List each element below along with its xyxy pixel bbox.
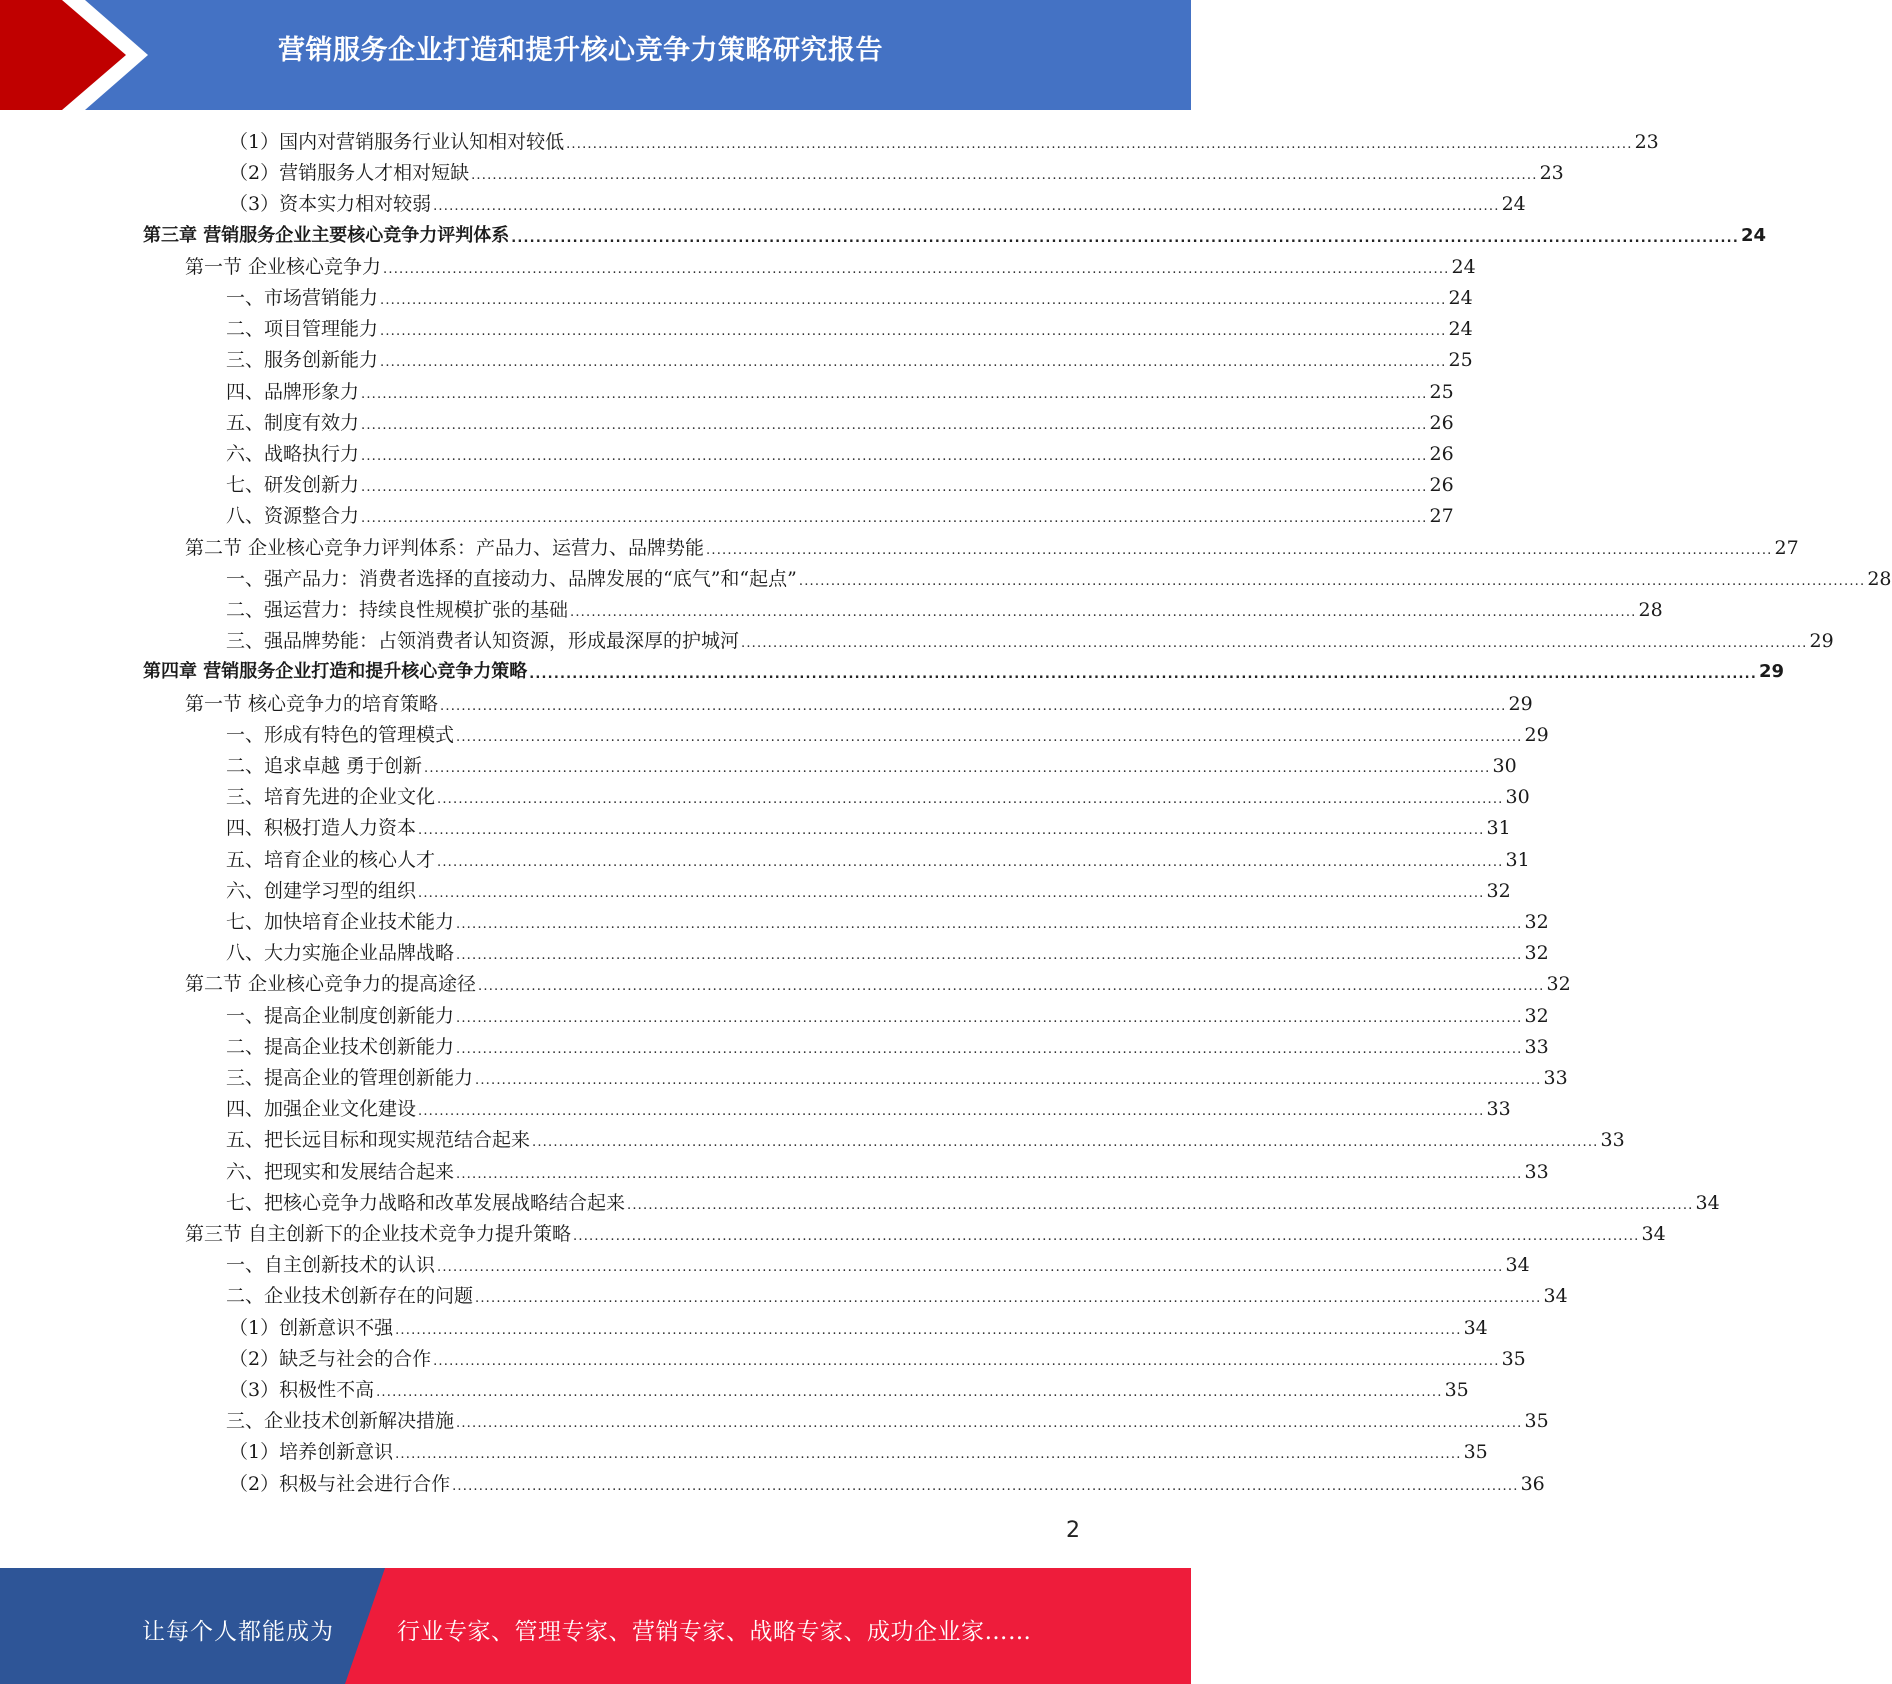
toc-entry-page: 30 (1505, 786, 1530, 809)
toc-entry-title: 四、品牌形象力 (226, 380, 360, 403)
toc-entry-title: 第二节 企业核心竞争力的提高途径 (185, 973, 477, 996)
report-header (0, 0, 1191, 110)
toc-entry-title: 第三节 自主创新下的企业技术竞争力提升策略 (185, 1223, 572, 1245)
toc-entry-page: 24 (1448, 287, 1473, 309)
toc-entry-title: 一、提高企业制度创新能力 (226, 1004, 455, 1027)
footer-slogan-left: 让每个人都能成为 (142, 1619, 334, 1645)
toc-dot-leader: ........................................................................................................................................................................................................ (475, 1291, 1542, 1307)
toc-entry-page: 32 (1524, 1004, 1549, 1027)
toc-entry[interactable] (226, 752, 1517, 780)
toc-dot-leader: ........................................................................................................................................................................................................ (395, 1447, 1462, 1463)
toc-dot-leader: ........................................................................................................................................................................................................ (433, 1353, 1500, 1369)
toc-entry[interactable] (226, 409, 1454, 437)
toc-dot-leader: ........................................................................................................................................................................................................ (456, 1166, 1523, 1182)
toc-entry[interactable] (226, 284, 1473, 312)
toc-entry[interactable] (185, 690, 1533, 718)
toc-entry[interactable] (229, 159, 1564, 187)
toc-entry[interactable] (226, 471, 1454, 499)
toc-entry-title: 四、积极打造人力资本 (226, 817, 417, 840)
toc-entry-title: 一、形成有特色的管理模式 (226, 723, 455, 746)
toc-dot-leader: ........................................................................................................................................................................................................ (433, 199, 1500, 215)
toc-dot-leader: ........................................................................................................................................................................................................ (380, 355, 1447, 371)
toc-entry-page: 24 (1740, 224, 1767, 246)
toc-entry[interactable] (143, 222, 1767, 250)
toc-dot-leader: ........................................................................................................................................................................................................ (361, 449, 1428, 464)
toc-entry[interactable] (226, 440, 1454, 468)
toc-entry[interactable] (226, 1158, 1549, 1186)
toc-dot-leader: ........................................................................................................................................................................................................ (380, 293, 1447, 308)
toc-dot-leader: ........................................................................................................................................................................................................ (380, 324, 1447, 340)
toc-entry-page: 27 (1429, 505, 1454, 528)
toc-entry[interactable] (226, 378, 1454, 406)
toc-entry-page: 25 (1429, 380, 1454, 403)
toc-entry-title: 第三章 营销服务企业主要核心竞争力评判体系 (143, 224, 510, 246)
toc-entry-title: 三、服务创新能力 (226, 349, 379, 372)
toc-dot-leader: ........................................................................................................................................................................................................ (361, 386, 1428, 402)
toc-dot-leader: ........................................................................................................................................................................................................ (418, 823, 1485, 839)
toc-dot-leader: ........................................................................................................................................................................................................ (456, 1416, 1523, 1432)
page-footer (0, 1568, 1191, 1684)
toc-entry[interactable] (226, 1064, 1568, 1092)
toc-entry[interactable] (185, 534, 1799, 562)
toc-dot-leader: ........................................................................................................................................................................................................ (475, 1073, 1542, 1088)
toc-entry[interactable] (226, 1033, 1549, 1061)
toc-entry[interactable] (185, 970, 1571, 998)
toc-entry-page: 26 (1429, 411, 1454, 434)
toc-entry[interactable] (185, 1220, 1666, 1248)
toc-dot-leader: ........................................................................................................................................................................................................ (376, 1385, 1443, 1400)
toc-entry-title: 第二节 企业核心竞争力评判体系：产品力、运营力、品牌势能 (185, 536, 705, 559)
toc-entry-title: （2）营销服务人才相对短缺 (229, 162, 470, 185)
toc-dot-leader: ........................................................................................................................................................................................................ (532, 1135, 1599, 1151)
toc-entry[interactable] (226, 346, 1473, 374)
toc-entry[interactable] (229, 1314, 1488, 1342)
toc-entry-page: 28 (1867, 567, 1892, 590)
toc-entry[interactable] (226, 565, 1892, 593)
toc-entry-title: 三、强品牌势能：占领消费者认知资源，形成最深厚的护城河 (226, 630, 740, 653)
toc-entry-title: （2）积极与社会进行合作 (229, 1472, 451, 1495)
toc-entry-page: 29 (1508, 692, 1533, 715)
toc-entry[interactable] (226, 627, 1834, 655)
toc-entry-page: 26 (1429, 443, 1454, 465)
toc-entry-page: 23 (1634, 131, 1659, 153)
toc-dot-leader: ........................................................................................................................................................................................................ (456, 1010, 1523, 1026)
toc-entry[interactable] (226, 877, 1511, 905)
toc-entry[interactable] (226, 596, 1663, 624)
toc-entry-title: 八、资源整合力 (226, 505, 360, 528)
toc-entry-title: 一、强产品力：消费者选择的直接动力、品牌发展的“底气”和“起点” (226, 567, 797, 590)
toc-entry-page: 36 (1520, 1472, 1545, 1495)
toc-entry-title: 二、强运营力：持续良性规模扩张的基础 (226, 599, 569, 621)
toc-dot-leader: ........................................................................................................................................................................................................ (741, 636, 1808, 652)
toc-entry[interactable] (226, 502, 1454, 530)
toc-entry-page: 29 (1809, 630, 1834, 653)
toc-entry-page: 32 (1486, 879, 1511, 902)
toc-entry-title: 六、把现实和发展结合起来 (226, 1160, 455, 1183)
toc-entry[interactable] (226, 908, 1549, 936)
toc-entry-title: 三、企业技术创新解决措施 (226, 1410, 455, 1433)
toc-entry-page: 28 (1638, 599, 1663, 621)
toc-entry-page: 31 (1486, 817, 1511, 840)
toc-entry-title: 二、追求卓越 勇于创新 (226, 755, 423, 777)
toc-entry[interactable] (143, 658, 1785, 686)
toc-dot-leader: ........................................................................................................................................................................................................ (418, 885, 1485, 901)
toc-entry-page: 34 (1463, 1316, 1488, 1339)
toc-entry-page: 23 (1539, 162, 1564, 185)
toc-dot-leader: ........................................................................................................................................................................................................ (706, 542, 1773, 558)
toc-dot-leader: ........................................................................................................................................................................................................ (627, 1197, 1694, 1213)
toc-entry-title: 三、培育先进的企业文化 (226, 786, 436, 809)
toc-dot-leader: ........................................................................................................................................................................................................ (471, 168, 1538, 184)
toc-entry-title: 二、企业技术创新存在的问题 (226, 1285, 474, 1308)
toc-dot-leader: ........................................................................................................................................................................................................ (361, 480, 1428, 496)
toc-entry-title: 二、提高企业技术创新能力 (226, 1035, 455, 1058)
toc-entry-page: 34 (1543, 1285, 1568, 1308)
toc-entry-title: （1）培养创新意识 (229, 1441, 394, 1464)
toc-entry[interactable] (185, 253, 1476, 281)
toc-dot-leader: ........................................................................................................................................................................................................ (573, 1229, 1640, 1244)
toc-entry-title: 三、提高企业的管理创新能力 (226, 1067, 474, 1089)
toc-entry-title: （1）国内对营销服务行业认知相对较低 (229, 131, 565, 153)
toc-entry-title: 二、项目管理能力 (226, 318, 379, 341)
toc-dot-leader: ........................................................................................................................................................................................................ (478, 979, 1545, 995)
footer-slogan-right: 行业专家、管理专家、营销专家、战略专家、成功企业家…… (397, 1619, 1032, 1645)
toc-entry-page: 35 (1463, 1441, 1488, 1464)
toc-entry-page: 35 (1444, 1379, 1469, 1401)
toc-entry-page: 24 (1501, 193, 1526, 216)
toc-entry-title: 第一节 企业核心竞争力 (185, 255, 382, 278)
toc-entry-page: 33 (1486, 1098, 1511, 1121)
toc-entry-title: 七、研发创新力 (226, 474, 360, 497)
toc-dot-leader: ........................................................................................................................................................................................................ (437, 1260, 1504, 1276)
toc-dot-leader: ........................................................................................................................................................................................................ (511, 230, 1739, 246)
toc-entry-title: 五、制度有效力 (226, 411, 360, 434)
page-number: 2 (1066, 1518, 1080, 1543)
toc-entry-page: 27 (1774, 536, 1799, 559)
toc-entry-page: 33 (1600, 1129, 1625, 1152)
toc-entry[interactable] (226, 783, 1530, 811)
toc-entry-page: 24 (1448, 318, 1473, 341)
toc-entry[interactable] (226, 939, 1549, 967)
toc-entry-page: 34 (1641, 1223, 1666, 1245)
toc-entry-title: （3）资本实力相对较弱 (229, 193, 432, 216)
toc-entry-page: 33 (1524, 1035, 1549, 1058)
toc-entry-page: 33 (1524, 1160, 1549, 1183)
toc-entry-title: 八、大力实施企业品牌战略 (226, 942, 455, 965)
toc-entry[interactable] (226, 1282, 1568, 1310)
toc-entry-title: 六、创建学习型的组织 (226, 879, 417, 902)
toc-entry[interactable] (226, 1002, 1549, 1030)
toc-entry[interactable] (229, 128, 1659, 156)
toc-entry[interactable] (226, 846, 1530, 874)
toc-entry-title: 七、把核心竞争力战略和改革发展战略结合起来 (226, 1191, 626, 1214)
toc-dot-leader: ........................................................................................................................................................................................................ (395, 1322, 1462, 1338)
toc-entry-title: （3）积极性不高 (229, 1379, 375, 1401)
toc-dot-leader: ........................................................................................................................................................................................................ (361, 511, 1428, 527)
toc-entry-page: 34 (1695, 1191, 1720, 1214)
toc-entry-page: 26 (1429, 474, 1454, 497)
toc-dot-leader: ........................................................................................................................................................................................................ (798, 573, 1866, 589)
toc-entry-page: 30 (1492, 755, 1517, 777)
toc-entry-title: 七、加快培育企业技术能力 (226, 911, 455, 933)
toc-entry-title: （1）创新意识不强 (229, 1316, 394, 1339)
toc-entry-page: 32 (1524, 942, 1549, 965)
toc-entry-page: 33 (1543, 1067, 1568, 1089)
toc-entry-page: 32 (1524, 911, 1549, 933)
toc-entry-title: 六、战略执行力 (226, 443, 360, 465)
toc-entry-page: 24 (1451, 255, 1476, 278)
toc-entry-page: 25 (1448, 349, 1473, 372)
toc-entry[interactable] (226, 1251, 1530, 1279)
toc-entry-page: 32 (1546, 973, 1571, 996)
toc-entry-page: 29 (1524, 723, 1549, 746)
toc-entry[interactable] (226, 1407, 1549, 1435)
toc-dot-leader: ........................................................................................................................................................................................................ (383, 261, 1450, 277)
toc-entry-title: 第一节 核心竞争力的培育策略 (185, 692, 439, 715)
toc-entry[interactable] (229, 1345, 1526, 1373)
toc-entry[interactable] (226, 814, 1511, 842)
toc-entry-title: 五、把长远目标和现实规范结合起来 (226, 1129, 531, 1152)
chevron-arrow-icon (0, 0, 160, 110)
toc-entry-title: 一、市场营销能力 (226, 287, 379, 309)
toc-dot-leader: ........................................................................................................................................................................................................ (418, 1104, 1485, 1120)
toc-entry-page: 35 (1524, 1410, 1549, 1433)
toc-entry-title: 一、自主创新技术的认识 (226, 1254, 436, 1277)
toc-dot-leader: ........................................................................................................................................................................................................ (456, 1041, 1523, 1057)
toc-dot-leader: ........................................................................................................................................................................................................ (452, 1478, 1519, 1494)
toc-entry[interactable] (229, 1438, 1488, 1466)
toc-entry-title: 第四章 营销服务企业打造和提升核心竞争力策略 (143, 661, 528, 683)
toc-dot-leader: ........................................................................................................................................................................................................ (424, 761, 1491, 776)
toc-dot-leader: ........................................................................................................................................................................................................ (570, 605, 1637, 620)
toc-entry-page: 29 (1758, 661, 1785, 683)
toc-dot-leader: ........................................................................................................................................................................................................ (361, 417, 1428, 433)
toc-entry[interactable] (229, 1470, 1545, 1498)
toc-dot-leader: ........................................................................................................................................................................................................ (566, 137, 1633, 152)
toc-entry[interactable] (229, 190, 1526, 218)
toc-dot-leader: ........................................................................................................................................................................................................ (440, 698, 1507, 714)
toc-entry-page: 31 (1505, 848, 1530, 871)
toc-entry[interactable] (226, 721, 1549, 749)
toc-entry-title: 四、加强企业文化建设 (226, 1098, 417, 1121)
toc-entry[interactable] (226, 1126, 1625, 1154)
toc-dot-leader: ........................................................................................................................................................................................................ (456, 729, 1523, 745)
toc-entry-title: （2）缺乏与社会的合作 (229, 1347, 432, 1370)
toc-entry[interactable] (226, 1189, 1720, 1217)
toc-dot-leader: ........................................................................................................................................................................................................ (456, 948, 1523, 964)
toc-entry-page: 35 (1501, 1347, 1526, 1370)
toc-dot-leader: ........................................................................................................................................................................................................ (529, 667, 1757, 683)
toc-entry[interactable] (226, 1095, 1511, 1123)
toc-entry[interactable] (226, 315, 1473, 343)
toc-dot-leader: ........................................................................................................................................................................................................ (456, 917, 1523, 932)
toc-dot-leader: ........................................................................................................................................................................................................ (437, 854, 1504, 870)
toc-entry-title: 五、培育企业的核心人才 (226, 848, 436, 871)
report-title: 营销服务企业打造和提升核心竞争力策略研究报告 (278, 35, 883, 66)
toc-dot-leader: ........................................................................................................................................................................................................ (437, 792, 1504, 808)
toc-entry-page: 34 (1505, 1254, 1530, 1277)
toc-entry[interactable] (229, 1376, 1469, 1404)
